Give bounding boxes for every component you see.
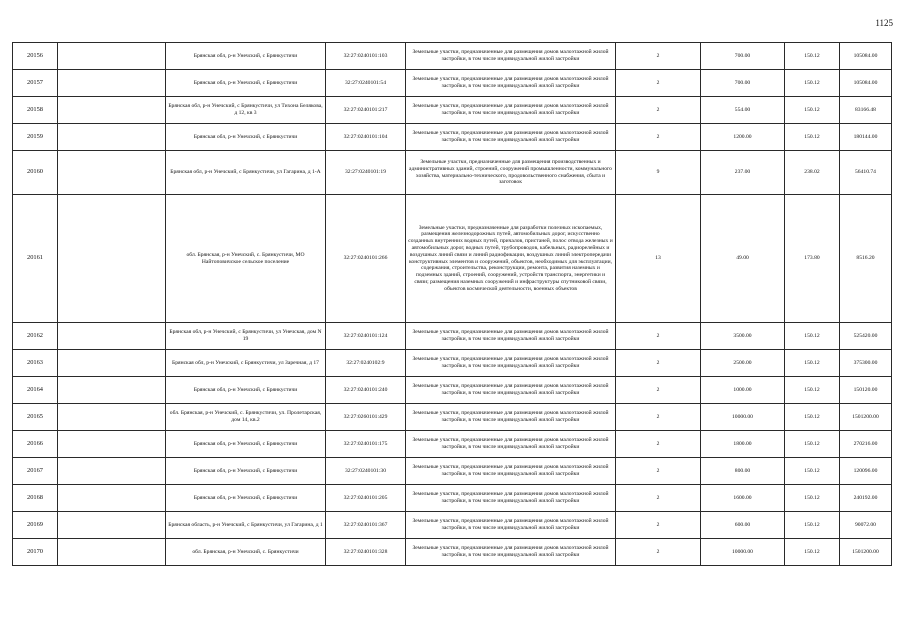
- empty-cell: [58, 124, 166, 151]
- land-use-cell: Земельные участки, предназначенные для размещения домов малоэтажной жилой застройки, в том числе индивидуальной жилой застройки: [406, 485, 616, 512]
- cadastral-number-cell: 32:27:0240101:124: [326, 323, 406, 350]
- cadastral-number-cell: 32:27:0240101:240: [326, 377, 406, 404]
- table-row: [13, 512, 892, 539]
- land-use-cell: Земельные участки, предназначенные для размещения домов малоэтажной жилой застройки, в том числе индивидуальной жилой застройки: [406, 124, 616, 151]
- area-cell: 700.00: [701, 70, 785, 97]
- cadastral-value-cell: 240192.00: [840, 485, 892, 512]
- table-row: [13, 323, 892, 350]
- area-cell: 3500.00: [701, 323, 785, 350]
- row-number: 20164: [13, 377, 58, 404]
- address-cell: Брянская обл, р-н Унечский, с Брянкустичи: [166, 431, 326, 458]
- cadastral-value-cell: 150120.00: [840, 377, 892, 404]
- row-number: 20166: [13, 431, 58, 458]
- rate-cell: 150.12: [785, 43, 840, 70]
- cadastral-value-cell: 8516.20: [840, 195, 892, 323]
- group-cell: 2: [616, 70, 701, 97]
- land-use-cell: Земельные участки, предназначенные для разработки полезных ископаемых, размещения железнодорожных путей, автомобильных дорог, искусственно созданных внутренних водных путей, причалов, пристаней, полос отвода железных и автомобильных дорог, водных путей, трубопроводов, кабельных, радиорелейных и воздушных линий связи и линий радиофикации, воздушных линий электропередачи конструктивных элементов и сооружений, объектов, необходимых для эксплуатации, содержания, строительства, реконструкции, ремонта, развития наземных и подземных зданий, строений, сооружений, устройств транспорта, энергетики и связи; размещения наземных сооружений и инфраструктуры спутниковой связи, объектов космической деятельности, военных объектов: [406, 195, 616, 323]
- table-row: [13, 124, 892, 151]
- row-number: 20157: [13, 70, 58, 97]
- empty-cell: [58, 485, 166, 512]
- empty-cell: [58, 195, 166, 323]
- cadastral-number-cell: 32:27:0240101:54: [326, 70, 406, 97]
- rate-cell: 150.12: [785, 485, 840, 512]
- empty-cell: [58, 323, 166, 350]
- land-use-cell: Земельные участки, предназначенные для размещения домов малоэтажной жилой застройки, в том числе индивидуальной жилой застройки: [406, 458, 616, 485]
- group-cell: 9: [616, 151, 701, 195]
- table-row: [13, 404, 892, 431]
- empty-cell: [58, 97, 166, 124]
- row-number: 20162: [13, 323, 58, 350]
- area-cell: 1800.00: [701, 431, 785, 458]
- cadastral-value-cell: 83166.48: [840, 97, 892, 124]
- address-cell: обл. Брянская, р-н Унечский, с. Брянкустичи, ул. Пролетарская, дом 14, кв.2: [166, 404, 326, 431]
- group-cell: 2: [616, 43, 701, 70]
- cadastral-value-cell: 105084.00: [840, 70, 892, 97]
- cadastral-number-cell: 32:27:0240102:9: [326, 350, 406, 377]
- cadastral-number-cell: 32:27:0240101:367: [326, 512, 406, 539]
- land-use-cell: Земельные участки, предназначенные для размещения домов малоэтажной жилой застройки, в том числе индивидуальной жилой застройки: [406, 350, 616, 377]
- rate-cell: 150.12: [785, 404, 840, 431]
- land-use-cell: Земельные участки, предназначенные для размещения домов малоэтажной жилой застройки, в том числе индивидуальной жилой застройки: [406, 404, 616, 431]
- rate-cell: 150.12: [785, 323, 840, 350]
- address-cell: Брянская обл, р-н Унечский, с Брянкустичи: [166, 377, 326, 404]
- group-cell: 2: [616, 350, 701, 377]
- cadastral-value-cell: 105084.00: [840, 43, 892, 70]
- land-use-cell: Земельные участки, предназначенные для размещения домов малоэтажной жилой застройки, в том числе индивидуальной жилой застройки: [406, 97, 616, 124]
- empty-cell: [58, 70, 166, 97]
- group-cell: 13: [616, 195, 701, 323]
- table-row: [13, 458, 892, 485]
- cadastral-number-cell: 32:27:0240101:266: [326, 195, 406, 323]
- area-cell: 1200.00: [701, 124, 785, 151]
- cadastral-value-cell: 525420.00: [840, 323, 892, 350]
- land-use-cell: Земельные участки, предназначенные для размещения домов малоэтажной жилой застройки, в том числе индивидуальной жилой застройки: [406, 377, 616, 404]
- empty-cell: [58, 350, 166, 377]
- group-cell: 2: [616, 512, 701, 539]
- row-number: 20159: [13, 124, 58, 151]
- land-use-cell: Земельные участки, предназначенные для размещения домов малоэтажной жилой застройки, в том числе индивидуальной жилой застройки: [406, 539, 616, 566]
- group-cell: 2: [616, 458, 701, 485]
- group-cell: 2: [616, 539, 701, 566]
- area-cell: 1600.00: [701, 485, 785, 512]
- row-number: 20158: [13, 97, 58, 124]
- empty-cell: [58, 512, 166, 539]
- cadastral-number-cell: 32:27:0240101:217: [326, 97, 406, 124]
- rate-cell: 150.12: [785, 97, 840, 124]
- address-cell: Брянская область, р-н Унечский, с Брянкустичи, ул Гагарина, д 1: [166, 512, 326, 539]
- empty-cell: [58, 404, 166, 431]
- address-cell: Брянская обл, р-н Унечский, с Брянкустичи, ул Гагарина, д 1-А: [166, 151, 326, 195]
- table-row: [13, 97, 892, 124]
- row-number: 20161: [13, 195, 58, 323]
- address-cell: Брянская обл, р-н Унечский, с Брянкустичи, ул Унечская, дом N 19: [166, 323, 326, 350]
- table-row: [13, 43, 892, 70]
- row-number: 20163: [13, 350, 58, 377]
- table-row: [13, 485, 892, 512]
- land-use-cell: Земельные участки, предназначенные для размещения домов малоэтажной жилой застройки, в том числе индивидуальной жилой застройки: [406, 512, 616, 539]
- cadastral-value-cell: 180144.00: [840, 124, 892, 151]
- group-cell: 2: [616, 124, 701, 151]
- table-row: [13, 151, 892, 195]
- cadastral-value-cell: 1501200.00: [840, 539, 892, 566]
- group-cell: 2: [616, 485, 701, 512]
- empty-cell: [58, 539, 166, 566]
- row-number: 20168: [13, 485, 58, 512]
- row-number: 20160: [13, 151, 58, 195]
- row-number: 20170: [13, 539, 58, 566]
- row-number: 20167: [13, 458, 58, 485]
- area-cell: 700.00: [701, 43, 785, 70]
- cadastral-value-cell: 90072.00: [840, 512, 892, 539]
- empty-cell: [58, 458, 166, 485]
- rate-cell: 150.12: [785, 350, 840, 377]
- empty-cell: [58, 43, 166, 70]
- address-cell: Брянская обл, р-н Унечский, с Брянкустичи, ул Заречная, д 17: [166, 350, 326, 377]
- group-cell: 2: [616, 323, 701, 350]
- cadastral-number-cell: 32:27:0240101:175: [326, 431, 406, 458]
- land-use-cell: Земельные участки, предназначенные для размещения домов малоэтажной жилой застройки, в том числе индивидуальной жилой застройки: [406, 431, 616, 458]
- area-cell: 2500.00: [701, 350, 785, 377]
- address-cell: Брянская обл, р-н Унечский, с Брянкустичи: [166, 70, 326, 97]
- rate-cell: 150.12: [785, 458, 840, 485]
- rate-cell: 150.12: [785, 124, 840, 151]
- address-cell: Брянская обл, р-н Унечский, с Брянкустичи, ул Тихона Белякова, д 12, кв 3: [166, 97, 326, 124]
- empty-cell: [58, 431, 166, 458]
- area-cell: 49.00: [701, 195, 785, 323]
- area-cell: 10000.00: [701, 539, 785, 566]
- address-cell: Брянская обл, р-н Унечский, с Брянкустичи: [166, 124, 326, 151]
- page-number: 1125: [875, 18, 893, 28]
- table-row: [13, 377, 892, 404]
- rate-cell: 150.12: [785, 539, 840, 566]
- rate-cell: 150.12: [785, 70, 840, 97]
- group-cell: 2: [616, 97, 701, 124]
- land-use-cell: Земельные участки, предназначенные для размещения домов малоэтажной жилой застройки, в том числе индивидуальной жилой застройки: [406, 323, 616, 350]
- address-cell: обл. Брянская, р-н Унечский, с. Брянкустичи, МО Найтоповичское сельское поселение: [166, 195, 326, 323]
- cadastral-number-cell: 32:27:0240101:104: [326, 124, 406, 151]
- area-cell: 1000.00: [701, 377, 785, 404]
- empty-cell: [58, 151, 166, 195]
- land-use-cell: Земельные участки, предназначенные для размещения домов малоэтажной жилой застройки, в том числе индивидуальной жилой застройки: [406, 43, 616, 70]
- table-row: [13, 431, 892, 458]
- cadastral-value-cell: 270216.00: [840, 431, 892, 458]
- row-number: 20165: [13, 404, 58, 431]
- table-row: [13, 350, 892, 377]
- cadastral-value-cell: 1501200.00: [840, 404, 892, 431]
- cadastral-number-cell: 32:27:0240101:19: [326, 151, 406, 195]
- row-number: 20156: [13, 43, 58, 70]
- cadastral-value-cell: 120096.00: [840, 458, 892, 485]
- cadastral-value-table: [12, 42, 892, 566]
- group-cell: 2: [616, 404, 701, 431]
- table-row: [13, 70, 892, 97]
- address-cell: Брянская обл, р-н Унечский, с Брянкустичи: [166, 43, 326, 70]
- rate-cell: 238.02: [785, 151, 840, 195]
- cadastral-number-cell: 32:27:0240101:205: [326, 485, 406, 512]
- table-row: [13, 539, 892, 566]
- area-cell: 800.00: [701, 458, 785, 485]
- cadastral-value-cell: 375300.00: [840, 350, 892, 377]
- address-cell: обл. Брянская, р-н Унечский, с. Брянкустичи: [166, 539, 326, 566]
- rate-cell: 150.12: [785, 512, 840, 539]
- cadastral-number-cell: 32:27:0260101:429: [326, 404, 406, 431]
- group-cell: 2: [616, 431, 701, 458]
- land-use-cell: Земельные участки, предназначенные для размещения производственных и административных зданий, строений, сооружений промышленности, коммунального хозяйства, материально-технического, продовольственного снабжения, сбыта и заготовок: [406, 151, 616, 195]
- address-cell: Брянская обл, р-н Унечский, с Брянкустичи: [166, 485, 326, 512]
- rate-cell: 150.12: [785, 377, 840, 404]
- address-cell: Брянская обл, р-н Унечский, с Брянкустичи: [166, 458, 326, 485]
- table-row: [13, 195, 892, 323]
- row-number: 20169: [13, 512, 58, 539]
- cadastral-number-cell: 32:27:0240101:30: [326, 458, 406, 485]
- area-cell: 237.00: [701, 151, 785, 195]
- area-cell: 600.00: [701, 512, 785, 539]
- table-body: [13, 43, 892, 566]
- group-cell: 2: [616, 377, 701, 404]
- area-cell: 554.00: [701, 97, 785, 124]
- rate-cell: 150.12: [785, 431, 840, 458]
- area-cell: 10000.00: [701, 404, 785, 431]
- cadastral-number-cell: 32:27:0240101:103: [326, 43, 406, 70]
- cadastral-value-cell: 56410.74: [840, 151, 892, 195]
- land-use-cell: Земельные участки, предназначенные для размещения домов малоэтажной жилой застройки, в том числе индивидуальной жилой застройки: [406, 70, 616, 97]
- empty-cell: [58, 377, 166, 404]
- rate-cell: 173.80: [785, 195, 840, 323]
- cadastral-number-cell: 32:27:0240101:328: [326, 539, 406, 566]
